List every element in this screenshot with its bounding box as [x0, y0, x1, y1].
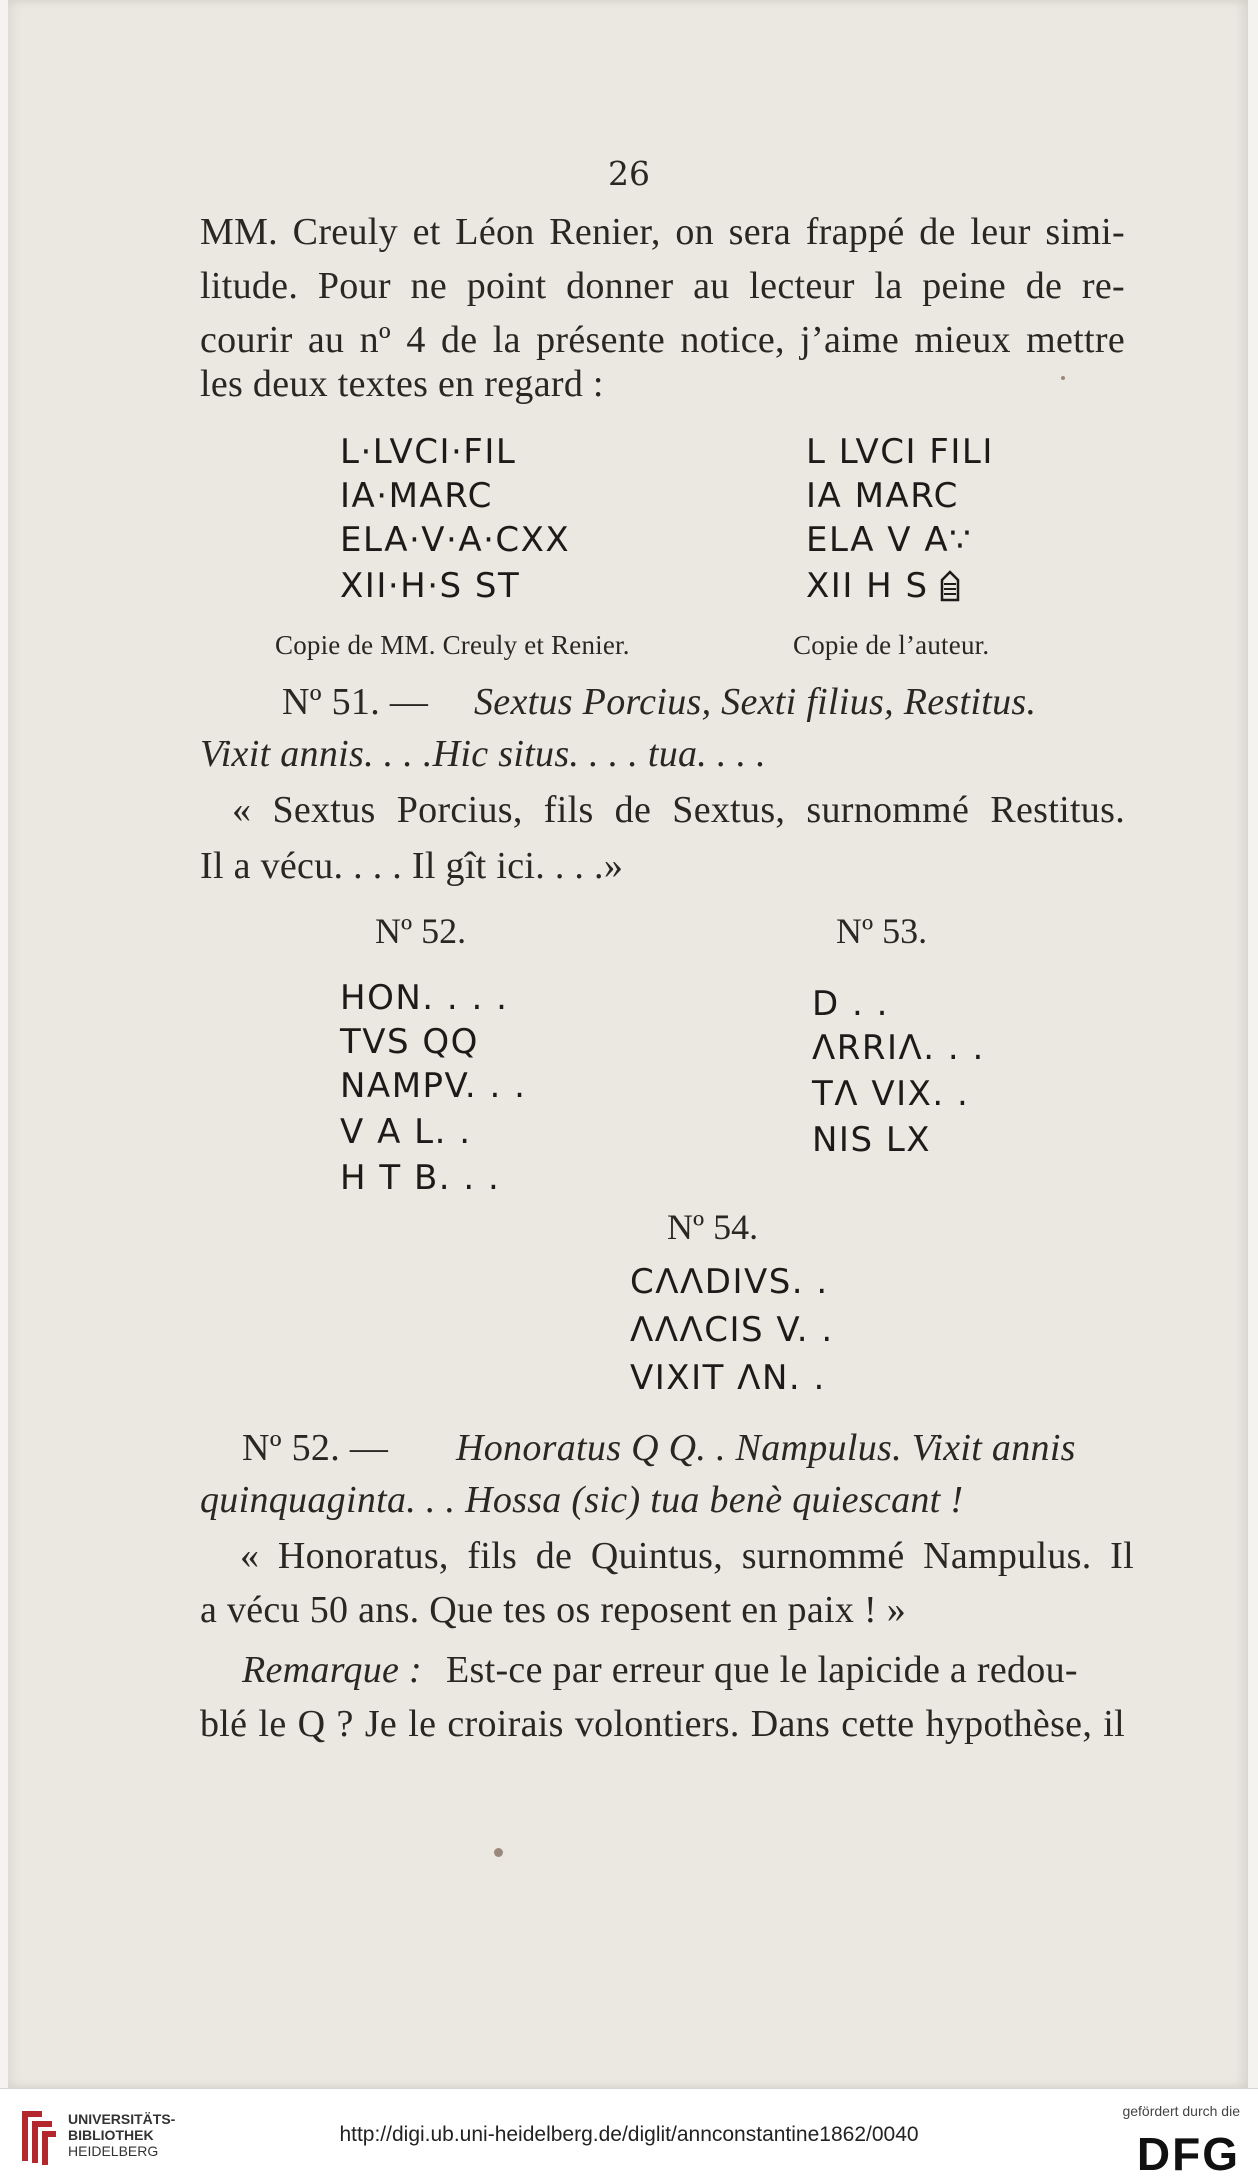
intro-line: les deux textes en regard : [200, 363, 604, 405]
inscription-line: VIXIT ΛN. . [630, 1358, 826, 1398]
intro-line: MM. Creuly et Léon Renier, on sera frappé de leur simi- [200, 211, 1125, 253]
library-name-line: UNIVERSITÄTS- [68, 2111, 176, 2127]
remark-label: Remarque : [242, 1649, 422, 1691]
footer-bar [0, 2088, 1258, 2182]
inscription-line: HON. . . . [340, 978, 509, 1018]
page-number: 26 [608, 154, 650, 193]
inscription-line: CΛΛDIVS. . [630, 1262, 829, 1302]
entry-52-latin: Honoratus Q Q. . Nampulus. Vixit annis [456, 1427, 1076, 1469]
scanned-page [8, 0, 1248, 2088]
inscription-label: Nº 52. [375, 911, 467, 951]
dfg-logo: DFG [1136, 2128, 1240, 2180]
inscription-line: TΛ VIX. . [812, 1074, 970, 1114]
inscription-line: TVS QQ [340, 1022, 479, 1062]
inscription-line: V A L. . [340, 1112, 472, 1152]
left-caption: Copie de MM. Creuly et Renier. [275, 630, 630, 660]
entry-51-number: Nº 51. — [282, 681, 429, 723]
inscription-line: XII·H·S ST [340, 566, 521, 606]
inscription-line: NIS LX [812, 1120, 932, 1160]
inscription-line: IA MARC [806, 476, 959, 516]
entry-52-number: Nº 52. — [242, 1427, 389, 1469]
intro-line: courir au nº 4 de la présente notice, j’aime mieux mettre [200, 319, 1125, 361]
funding-label: gefördert durch die [1122, 2103, 1240, 2119]
inscription-line: D . . [812, 984, 889, 1024]
entry-51-french: Il a vécu. . . . Il gît ici. . . .» [200, 845, 624, 887]
inscription-line: NAMPV. . . [340, 1066, 527, 1106]
ink-stain [494, 1848, 503, 1857]
entry-51-latin: Vixit annis. . . .Hic situs. . . . tua. . . . [200, 733, 766, 775]
right-caption: Copie de l’auteur. [793, 630, 990, 660]
inscription-line: L·LVCI·FIL [340, 432, 517, 472]
entry-51-latin: Sextus Porcius, Sexti filius, Restitus. [474, 681, 1037, 723]
inscription-line: L LVCI FILI [806, 432, 994, 472]
remark-text: blé le Q ? Je le croirais volontiers. Dans cette hypothèse, il [200, 1703, 1125, 1745]
damaged-glyph-icon [938, 570, 962, 604]
inscription-label: Nº 54. [667, 1207, 759, 1247]
inscription-line: ΛΛΛCIS V. . [630, 1310, 834, 1350]
inscription-line: ELA·V·A·CXX [340, 520, 571, 560]
entry-51-french: « Sextus Porcius, fils de Sextus, surnommé Restitus. [232, 789, 1125, 831]
remark-text: Est-ce par erreur que le lapicide a redou- [446, 1649, 1078, 1691]
inscription-line: IA·MARC [340, 476, 493, 516]
source-url-link[interactable]: http://digi.ub.uni-heidelberg.de/diglit/annconstantine1862/0040 [339, 2123, 919, 2146]
inscription-line: H T B. . . [340, 1158, 501, 1198]
entry-52-french: « Honoratus, fils de Quintus, surnommé Nampulus. Il [240, 1535, 1134, 1577]
library-name-line: HEIDELBERG [68, 2143, 159, 2159]
library-name-line: BIBLIOTHEK [68, 2127, 154, 2143]
inscription-line: ELA V A∵ [806, 520, 973, 560]
inscription-label: Nº 53. [836, 911, 928, 951]
intro-line: litude. Pour ne point donner au lecteur la peine de re- [200, 265, 1125, 307]
entry-52-latin: quinquaginta. . . Hossa (sic) tua benè quiescant ! [200, 1479, 964, 1521]
inscription-line: ΛRRIΛ. . . [812, 1028, 985, 1068]
ink-stain [1061, 376, 1065, 380]
inscription-line: XII H S [806, 566, 929, 606]
entry-52-french: a vécu 50 ans. Que tes os reposent en paix ! » [200, 1589, 907, 1631]
